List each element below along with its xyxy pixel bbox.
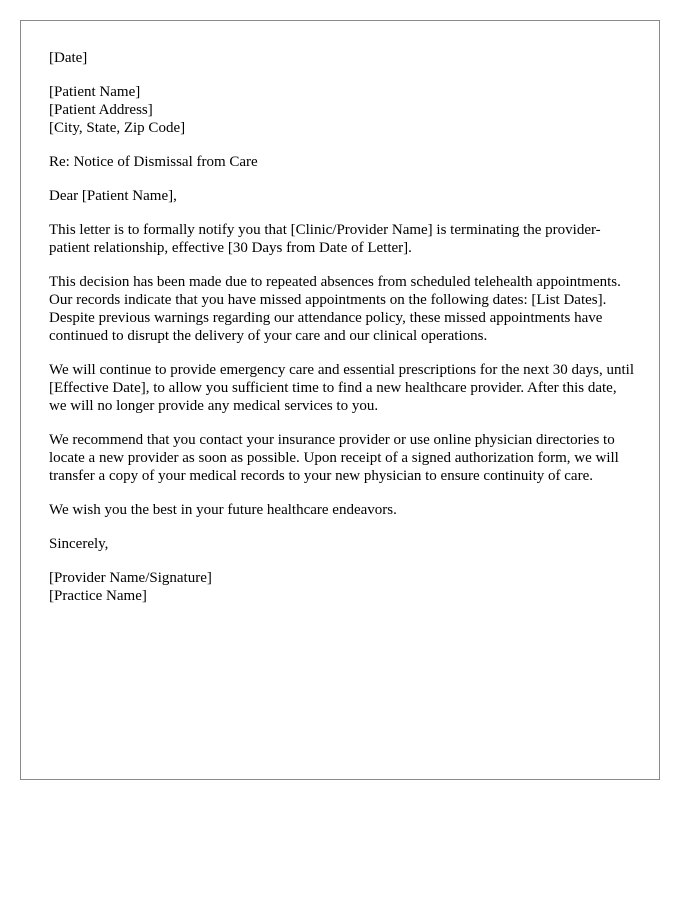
letter-date: [Date] <box>49 50 88 66</box>
paragraph-notice: This letter is to formally notify you that [Clinic/Provider Name] is terminating the provider-patient relationship, effective [30 Days from Date of Letter]. <box>49 222 601 256</box>
letter-subject: Re: Notice of Dismissal from Care <box>49 154 258 170</box>
recipient-block <box>49 83 635 137</box>
recipient-address: [Patient Address] <box>49 102 153 118</box>
provider-signature: [Provider Name/Signature] <box>49 570 212 586</box>
signature-block <box>49 569 635 605</box>
recipient-name: [Patient Name] <box>49 84 141 100</box>
letter-page <box>20 20 660 780</box>
letter-salutation: Dear [Patient Name], <box>49 188 177 204</box>
letter-body <box>49 49 635 621</box>
practice-name: [Practice Name] <box>49 588 147 604</box>
paragraph-continuity: We will continue to provide emergency care and essential prescriptions for the next 30 days, until [Effective Date], to allow you sufficient time to find a new healthcare provider. After this date, we will no longer provide any medical services to you. <box>49 362 635 414</box>
letter-closing: Sincerely, <box>49 536 109 552</box>
paragraph-wishes: We wish you the best in your future healthcare endeavors. <box>49 502 397 518</box>
paragraph-recommendation: We recommend that you contact your insurance provider or use online physician directories to locate a new provider as soon as possible. Upon receipt of a signed authorization form, we will transfer a copy of your medical records to your new physician to ensure continuity of care. <box>49 432 619 484</box>
recipient-city-state-zip: [City, State, Zip Code] <box>49 120 186 136</box>
paragraph-reason: This decision has been made due to repeated absences from scheduled telehealth appointments. Our records indicate that you have missed appointments on the following dates: [List Dates]. Despite previous warnings regarding our attendance policy, these missed appointments have continued to disrupt the delivery of your care and our clinical operations. <box>49 274 621 344</box>
